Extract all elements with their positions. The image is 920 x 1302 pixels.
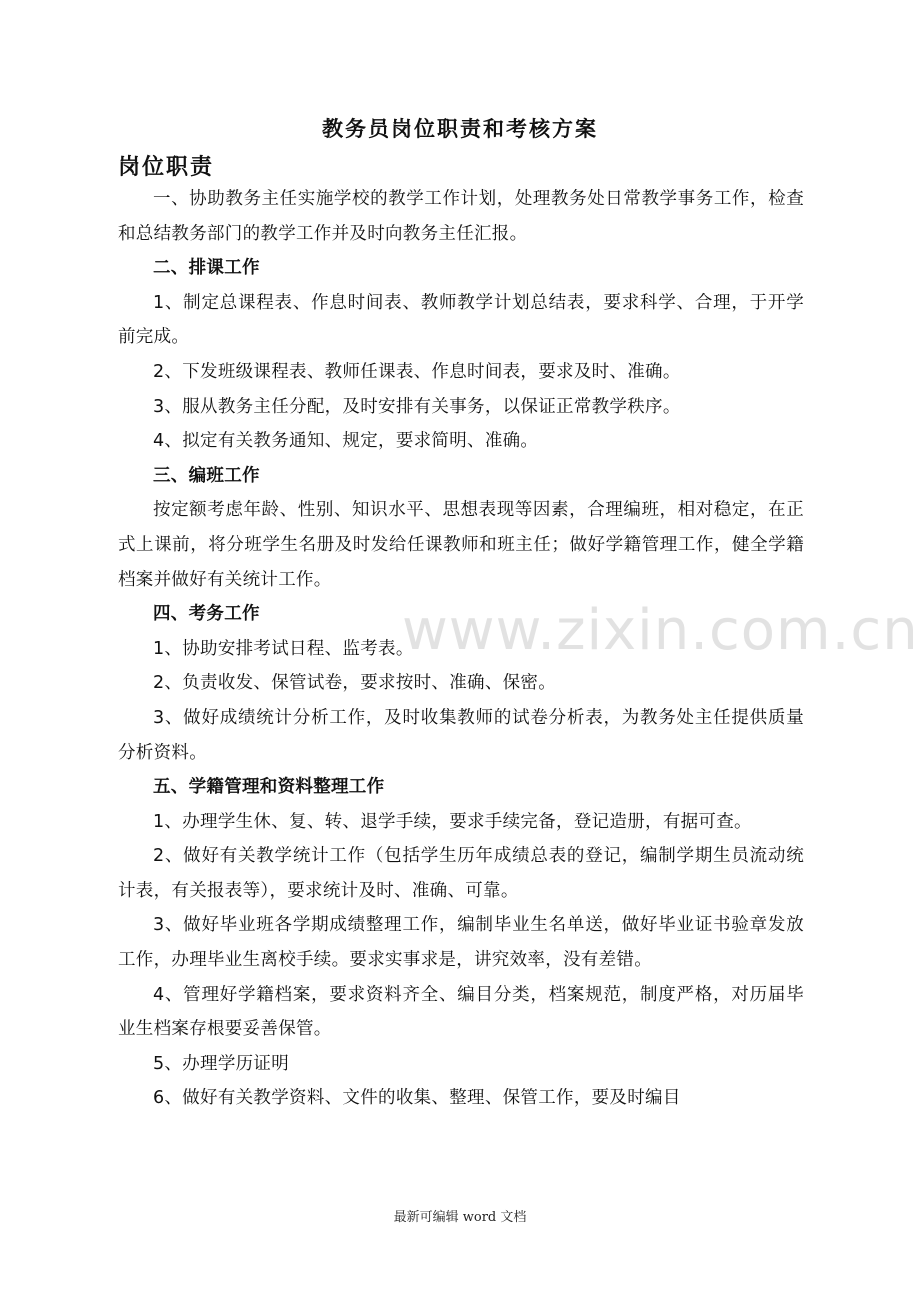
- section-heading: 岗位职责: [118, 155, 215, 180]
- paragraph: 5、办理学历证明: [153, 1053, 290, 1074]
- paragraph: 4、拟定有关教务通知、规定，要求简明、准确。: [153, 431, 539, 452]
- subsection-heading: 三、编班工作: [153, 465, 260, 486]
- paragraph: 4、管理好学籍档案，要求资料齐全、编目分类，档案规范，制度严格，对历届毕业生档案存根要妥善保管。: [118, 984, 804, 1040]
- paragraph: 按定额考虑年龄、性别、知识水平、思想表现等因素，合理编班，相对稳定，在正式上课前，将分班学生名册及时发给任课教师和班主任；做好学籍管理工作，健全学籍档案并做好有关统计工作。: [118, 500, 804, 590]
- paragraph: 6、做好有关教学资料、文件的收集、整理、保管工作，要及时编目: [153, 1088, 681, 1109]
- paragraph: 1、制定总课程表、作息时间表、教师教学计划总结表，要求科学、合理，于开学前完成。: [118, 292, 804, 348]
- paragraph: 2、负责收发、保管试卷，要求按时、准确、保密。: [153, 673, 557, 694]
- paragraph: 2、下发班级课程表、教师任课表、作息时间表，要求及时、准确。: [153, 361, 681, 382]
- paragraph: 1、协助安排考试日程、监考表。: [153, 638, 414, 659]
- subsection-heading: 四、考务工作: [153, 604, 260, 625]
- page-footer: 最新可编辑 word 文档: [393, 1210, 527, 1225]
- subsection-heading: 五、学籍管理和资料整理工作: [153, 777, 385, 798]
- paragraph: 2、做好有关教学统计工作（包括学生历年成绩总表的登记，编制学期生员流动统计表，有关报表等），要求统计及时、准确、可靠。: [118, 846, 804, 901]
- subsection-heading: 二、排课工作: [153, 258, 260, 279]
- paragraph: 3、服从教务主任分配，及时安排有关事务，以保证正常教学秩序。: [153, 396, 681, 417]
- paragraph: 一、协助教务主任实施学校的教学工作计划，处理教务处日常教学事务工作，检查和总结教务部门的教学工作并及时向教务主任汇报。: [118, 189, 804, 244]
- document-title: 教务员岗位职责和考核方案: [322, 117, 598, 141]
- watermark: www.zixin.com.cn: [402, 598, 919, 663]
- paragraph: 3、做好成绩统计分析工作，及时收集教师的试卷分析表，为教务处主任提供质量分析资料。: [118, 707, 804, 763]
- paragraph: 1、办理学生休、复、转、退学手续，要求手续完备，登记造册，有据可查。: [153, 811, 752, 832]
- paragraph: 3、做好毕业班各学期成绩整理工作，编制毕业生名单送，做好毕业证书验章发放工作，办理毕业生离校手续。要求实事求是，讲究效率，没有差错。: [118, 915, 804, 971]
